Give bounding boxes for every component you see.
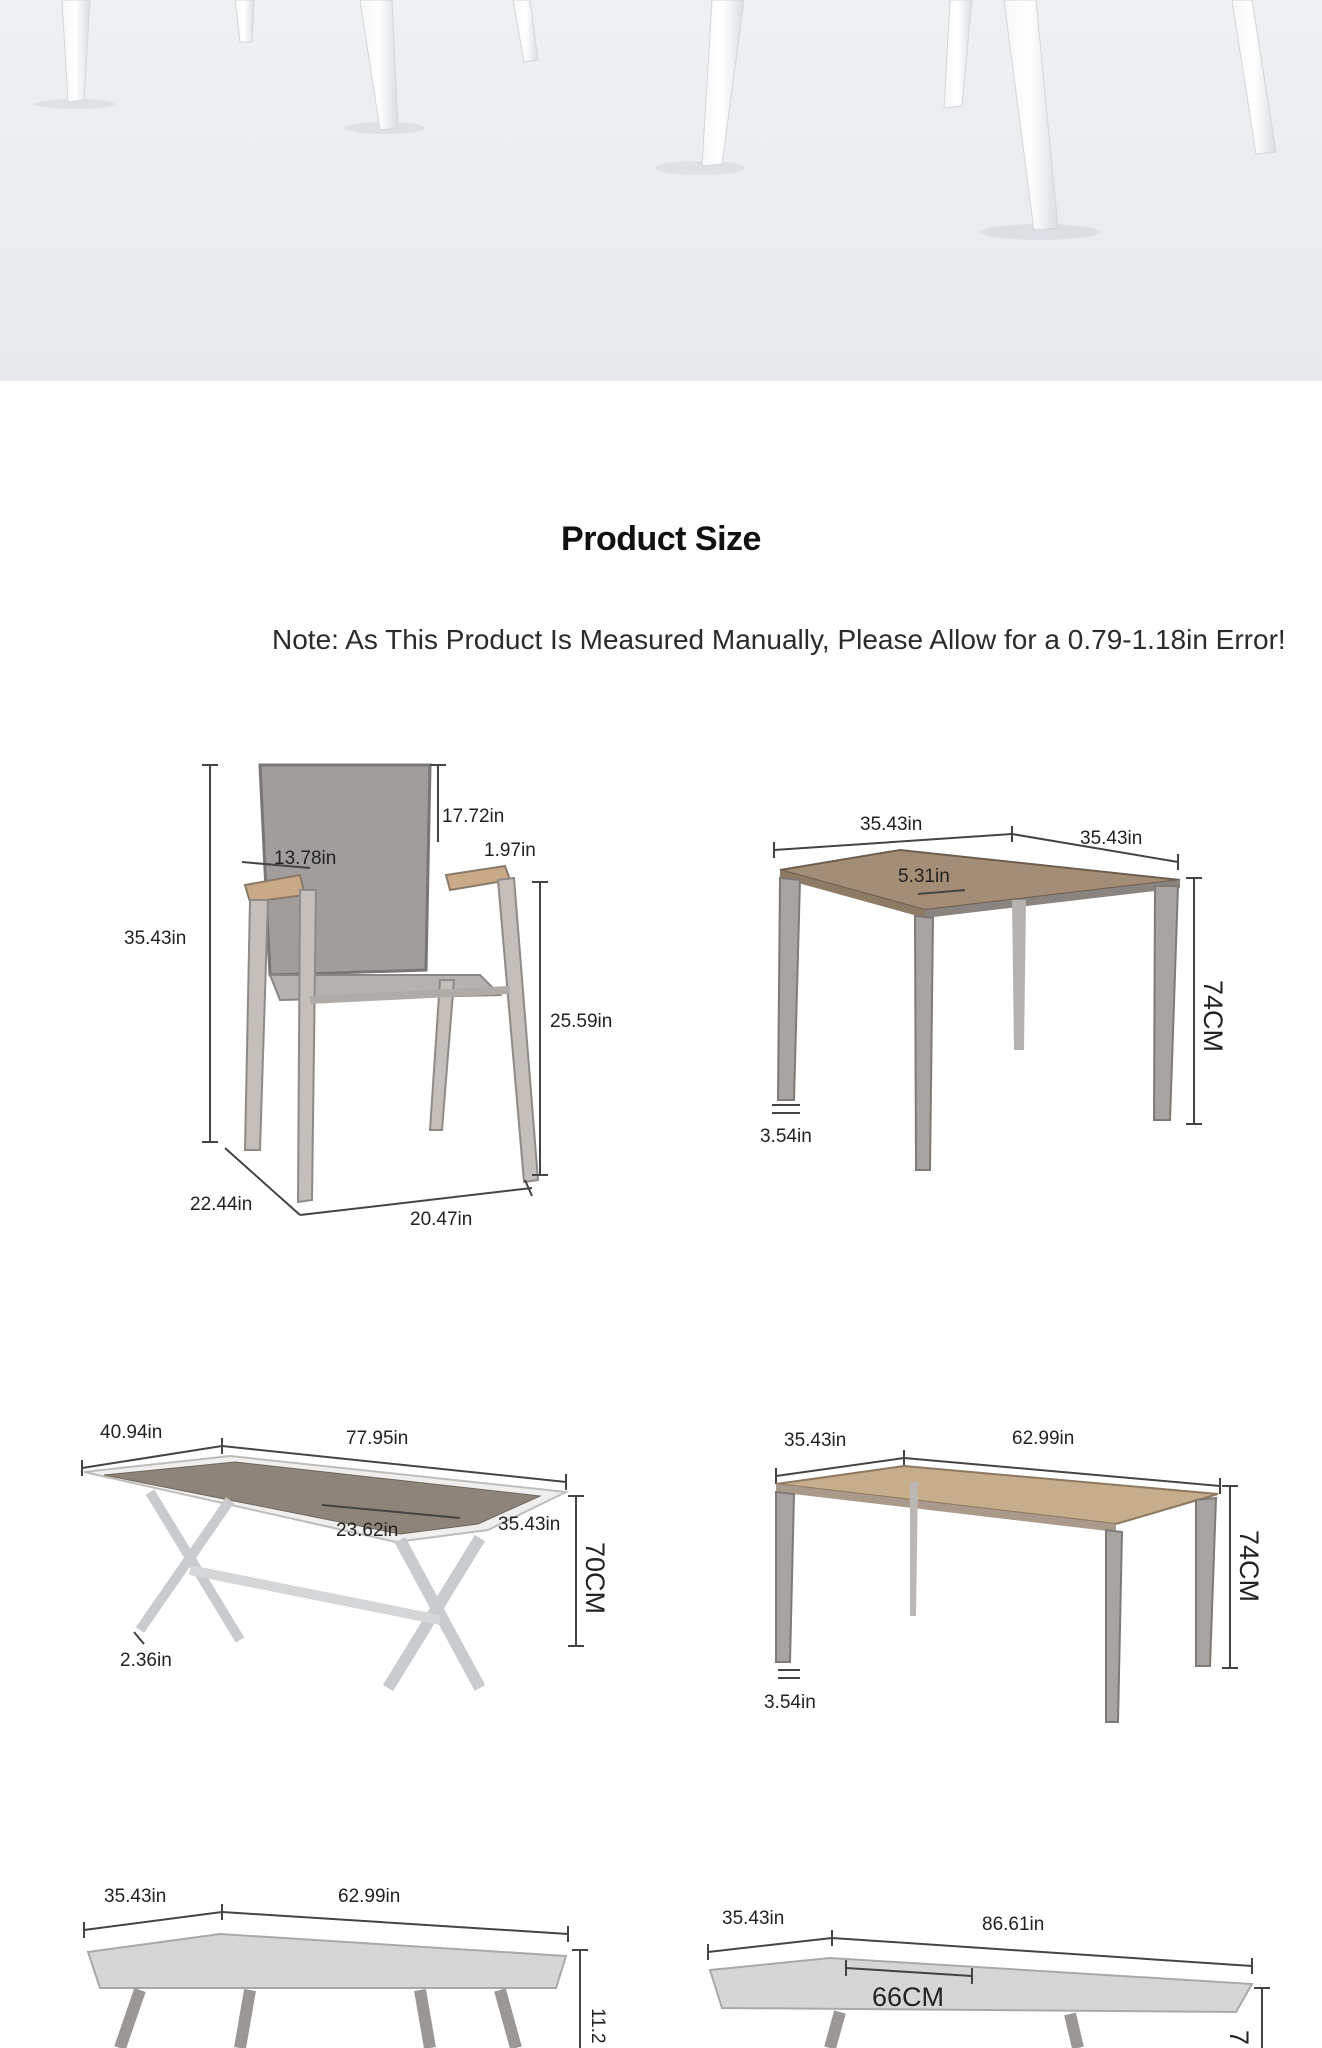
cross-table-height-label: 70CM: [580, 1542, 610, 1615]
square-table-diagram: [750, 800, 1270, 1200]
cross-table-end-label: 35.43in: [498, 1514, 561, 1535]
ext-table-a-width-label: 35.43in: [104, 1886, 167, 1907]
rect-table-height-label: 74CM: [1234, 1530, 1264, 1603]
rect-table-diagram: [760, 1420, 1280, 1740]
armchair-arm-height-label: 25.59in: [550, 1011, 613, 1032]
cross-table-width-label: 40.94in: [100, 1422, 163, 1443]
measurement-note: Note: As This Product Is Measured Manually, Please Allow for a 0.79-1.18in Error!: [272, 624, 1286, 655]
armchair-diagram: [120, 750, 640, 1250]
square-table-width-label: 35.43in: [1080, 828, 1143, 849]
armchair-seat-width-label: 13.78in: [274, 848, 337, 869]
ext-table-b-diagram: [700, 1900, 1260, 2048]
cross-table-inner-label: 23.62in: [336, 1520, 399, 1541]
ext-table-b-length-label: 86.61in: [982, 1914, 1045, 1935]
square-table-height-label: 74CM: [1198, 980, 1228, 1053]
armchair-back-height-label: 17.72in: [442, 806, 505, 827]
section-title: Product Size: [561, 520, 761, 558]
ext-table-b-center-label: 66CM: [872, 1982, 945, 2012]
hero-photo: [0, 0, 1322, 381]
rect-table-leg-label: 3.54in: [764, 1692, 816, 1713]
ext-table-b-width-label: 35.43in: [722, 1908, 785, 1929]
rect-table-width-label: 35.43in: [784, 1430, 847, 1451]
ext-table-b-height-label: 7: [1224, 2030, 1254, 2046]
armchair-height-label: 35.43in: [124, 928, 187, 949]
ext-table-a-diagram: [80, 1880, 620, 2048]
rect-table-length-label: 62.99in: [1012, 1428, 1075, 1449]
cross-table-length-label: 77.95in: [346, 1428, 409, 1449]
armchair-arm-thickness-label: 1.97in: [484, 840, 536, 861]
cross-table-leg-label: 2.36in: [120, 1650, 172, 1671]
ext-table-a-height-label: 11.2: [587, 2008, 608, 2044]
armchair-depth-label: 22.44in: [190, 1194, 253, 1215]
square-table-leg-label: 3.54in: [760, 1126, 812, 1147]
square-table-slat-label: 5.31in: [898, 866, 950, 887]
ext-table-a-length-label: 62.99in: [338, 1886, 401, 1907]
square-table-length-label: 35.43in: [860, 814, 923, 835]
armchair-width-label: 20.47in: [410, 1209, 473, 1230]
cross-table-diagram: [70, 1420, 630, 1720]
